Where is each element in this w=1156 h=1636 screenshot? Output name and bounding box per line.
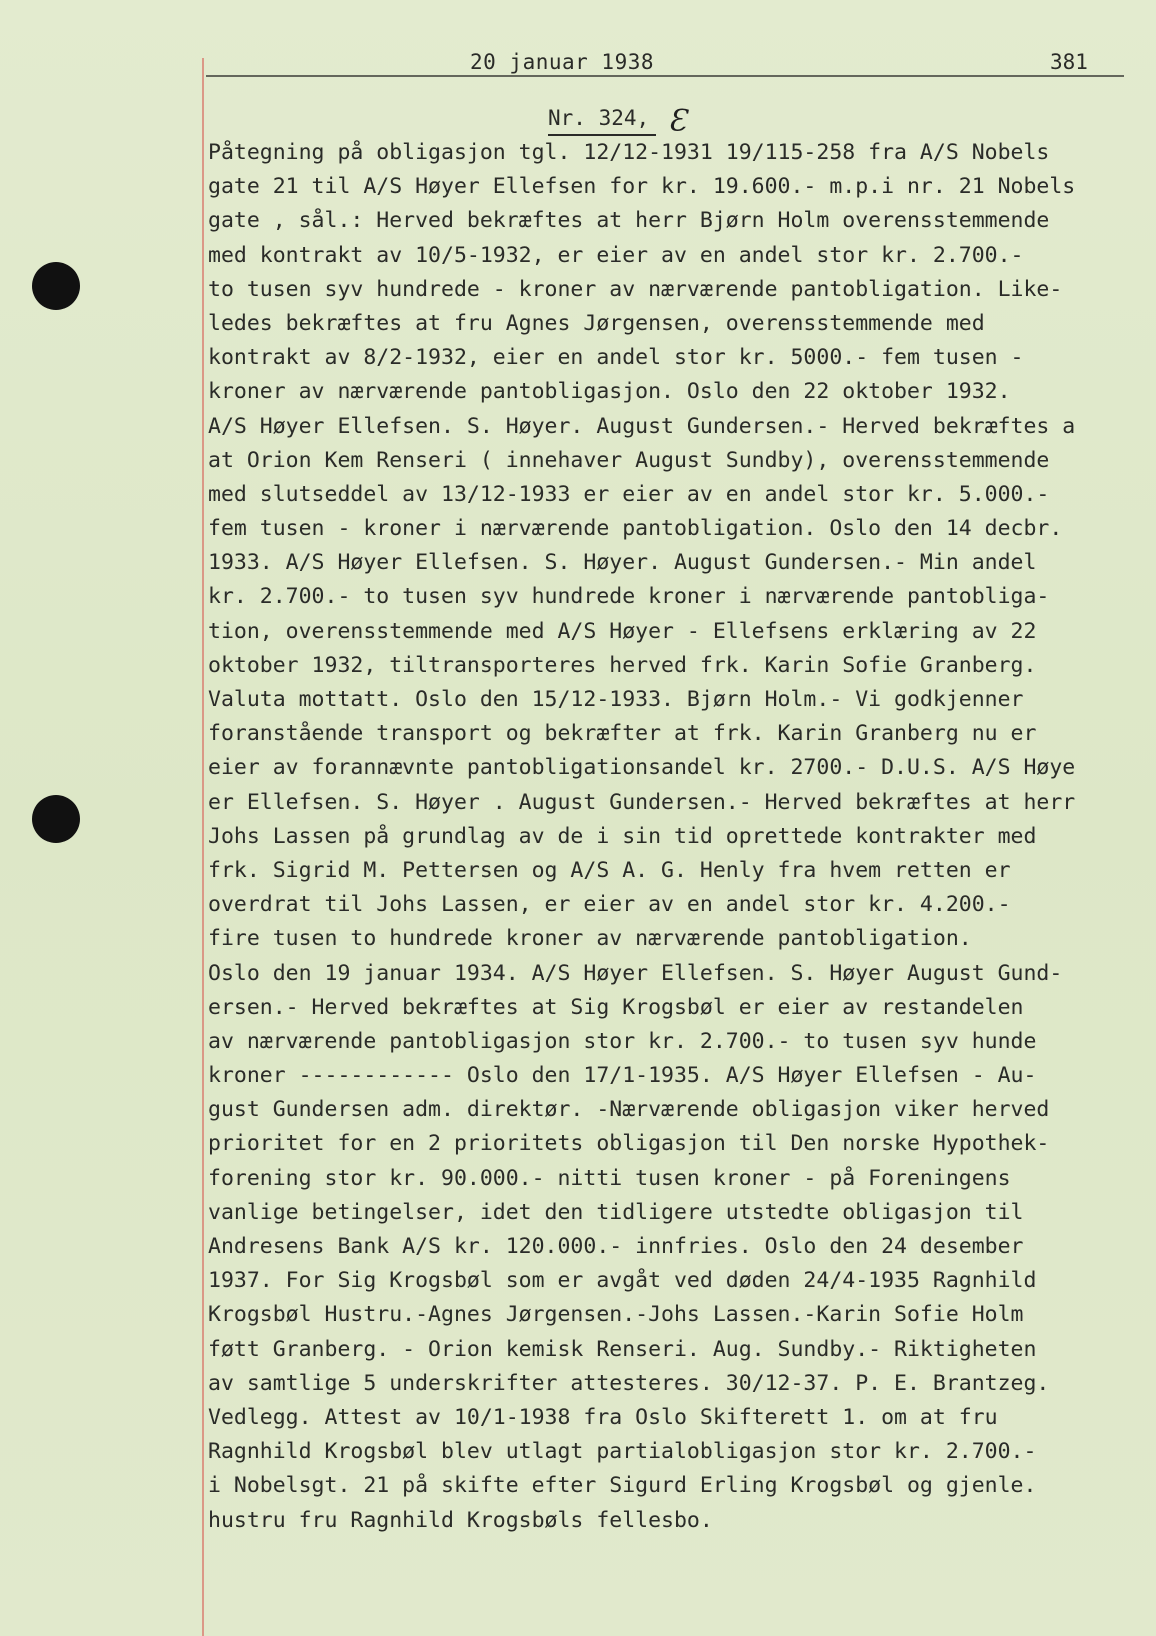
body-line: prioritet for en 2 prioritets obligasjon til Den norske Hypothek- — [208, 1131, 1050, 1157]
body-line: at Orion Kem Renseri ( innehaver August Sundby), overensstemmende — [208, 447, 1050, 473]
body-line: fem tusen - kroner i nærværende pantobligation. Oslo den 14 decbr. — [208, 516, 1063, 542]
body-line: Valuta mottatt. Oslo den 15/12-1933. Bjørn Holm.- Vi godkjenner — [208, 687, 1024, 712]
body-line: 1933. A/S Høyer Ellefsen. S. Høyer. August Gundersen.- Min andel — [208, 550, 1037, 576]
body-line: overdrat til Johs Lassen, er eier av en andel stor kr. 4.200.- — [208, 892, 1011, 918]
punch-hole — [32, 262, 80, 310]
body-line: 1937. For Sig Krogsbøl som er avgåt ved døden 24/4-1935 Ragnhild — [208, 1268, 1037, 1294]
body-line: i Nobelsgt. 21 på skifte efter Sigurd Erling Krogsbøl og gjenle. — [208, 1473, 1037, 1499]
body-line: hustru fru Ragnhild Krogsbøls fellesbo. — [208, 1507, 713, 1533]
entry-number — [548, 106, 649, 130]
body-line: kontrakt av 8/2-1932, eier en andel stor kr. 5000.- fem tusen - — [208, 345, 1024, 371]
body-line: av nærværende pantobligasjon stor kr. 2.700.- to tusen syv hunde — [208, 1028, 1037, 1054]
body-line: med slutseddel av 13/12-1933 er eier av en andel stor kr. 5.000.- — [208, 481, 1050, 507]
body-line: ersen.- Herved bekræftes at Sig Krogsbøl er eier av restandelen — [208, 994, 1024, 1020]
page-number: 381 — [1050, 50, 1088, 74]
header-date: 20 januar 1938 — [470, 50, 655, 74]
body-line: forening stor kr. 90.000.- nitti tusen kroner - på Foreningens — [208, 1165, 1011, 1191]
body-line: vanlige betingelser, idet den tidligere utstedte obligasjon til — [208, 1199, 1024, 1225]
margin-rule — [202, 58, 204, 1636]
body-line: A/S Høyer Ellefsen. S. Høyer. August Gundersen.- Herved bekræftes a — [208, 413, 1076, 439]
body-line: Vedlegg. Attest av 10/1-1938 fra Oslo Skifterett 1. om at fru — [208, 1404, 998, 1430]
body-line: Påtegning på obligasjon tgl. 12/12-1931 19/115-258 fra A/S Nobels — [208, 140, 1050, 165]
handwritten-mark: Ɛ — [668, 104, 687, 139]
body-line: Oslo den 19 januar 1934. A/S Høyer Ellefsen. S. Høyer August Gund- — [208, 960, 1063, 986]
body-line: Andresens Bank A/S kr. 120.000.- innfries. Oslo den 24 desember — [208, 1234, 1024, 1259]
body-line: kroner ------------ Oslo den 17/1-1935. A/S Høyer Ellefsen - Au- — [208, 1063, 1037, 1089]
body-line: Ragnhild Krogsbøl blev utlagt partialobligasjon stor kr. 2.700.- — [208, 1439, 1037, 1465]
body-line: eier av forannævnte pantobligationsandel kr. 2700.- D.U.S. A/S Høye — [208, 755, 1076, 781]
body-line: er Ellefsen. S. Høyer . August Gundersen.- Herved bekræftes at herr — [208, 789, 1076, 815]
entry-number-text: Nr. 324, — [548, 106, 650, 130]
body-line: av samtlige 5 underskrifter attesteres. 30/12-37. P. E. Brantzeg. — [208, 1370, 1050, 1396]
body-line: to tusen syv hundrede - kroner av nærværende pantobligation. Like- — [208, 276, 1063, 302]
body-line: frk. Sigrid M. Pettersen og A/S A. G. Henly fra hvem retten er — [208, 857, 1011, 883]
body-line: kr. 2.700.- to tusen syv hundrede kroner i nærværende pantobliga- — [208, 584, 1050, 610]
body-line: oktober 1932, tiltransporteres herved frk. Karin Sofie Granberg. — [208, 652, 1037, 678]
body-line: gust Gundersen adm. direktør. -Nærværende obligasjon viker herved — [208, 1097, 1050, 1123]
body-line: Krogsbøl Hustru.-Agnes Jørgensen.-Johs Lassen.-Karin Sofie Holm — [208, 1302, 1024, 1328]
body-line: gate 21 til A/S Høyer Ellefsen for kr. 19.600.- m.p.i nr. 21 Nobels — [208, 174, 1076, 200]
body-line: Johs Lassen på grundlag av de i sin tid oprettede kontrakter med — [208, 823, 1037, 849]
punch-hole — [32, 795, 80, 843]
body-line: fire tusen to hundrede kroner av nærværende pantobligation. — [208, 926, 972, 952]
body-line: kroner av nærværende pantobligasjon. Oslo den 22 oktober 1932. — [208, 379, 1011, 405]
body-line: ledes bekræftes at fru Agnes Jørgensen, overensstemmende med — [208, 310, 985, 336]
body-line: med kontrakt av 10/5-1932, er eier av en andel stor kr. 2.700.- — [208, 242, 1024, 268]
body-line: foranstående transport og bekræfter at frk. Karin Granberg nu er — [208, 721, 1037, 747]
document-body — [208, 136, 1128, 1538]
header-rule — [206, 75, 1124, 77]
body-line: føtt Granberg. - Orion kemisk Renseri. Aug. Sundby.- Riktigheten — [208, 1336, 1037, 1362]
body-line: tion, overensstemmende med A/S Høyer - Ellefsens erklæring av 22 — [208, 618, 1037, 644]
body-line: gate , sål.: Herved bekræftes at herr Bjørn Holm overensstemmende — [208, 208, 1050, 234]
